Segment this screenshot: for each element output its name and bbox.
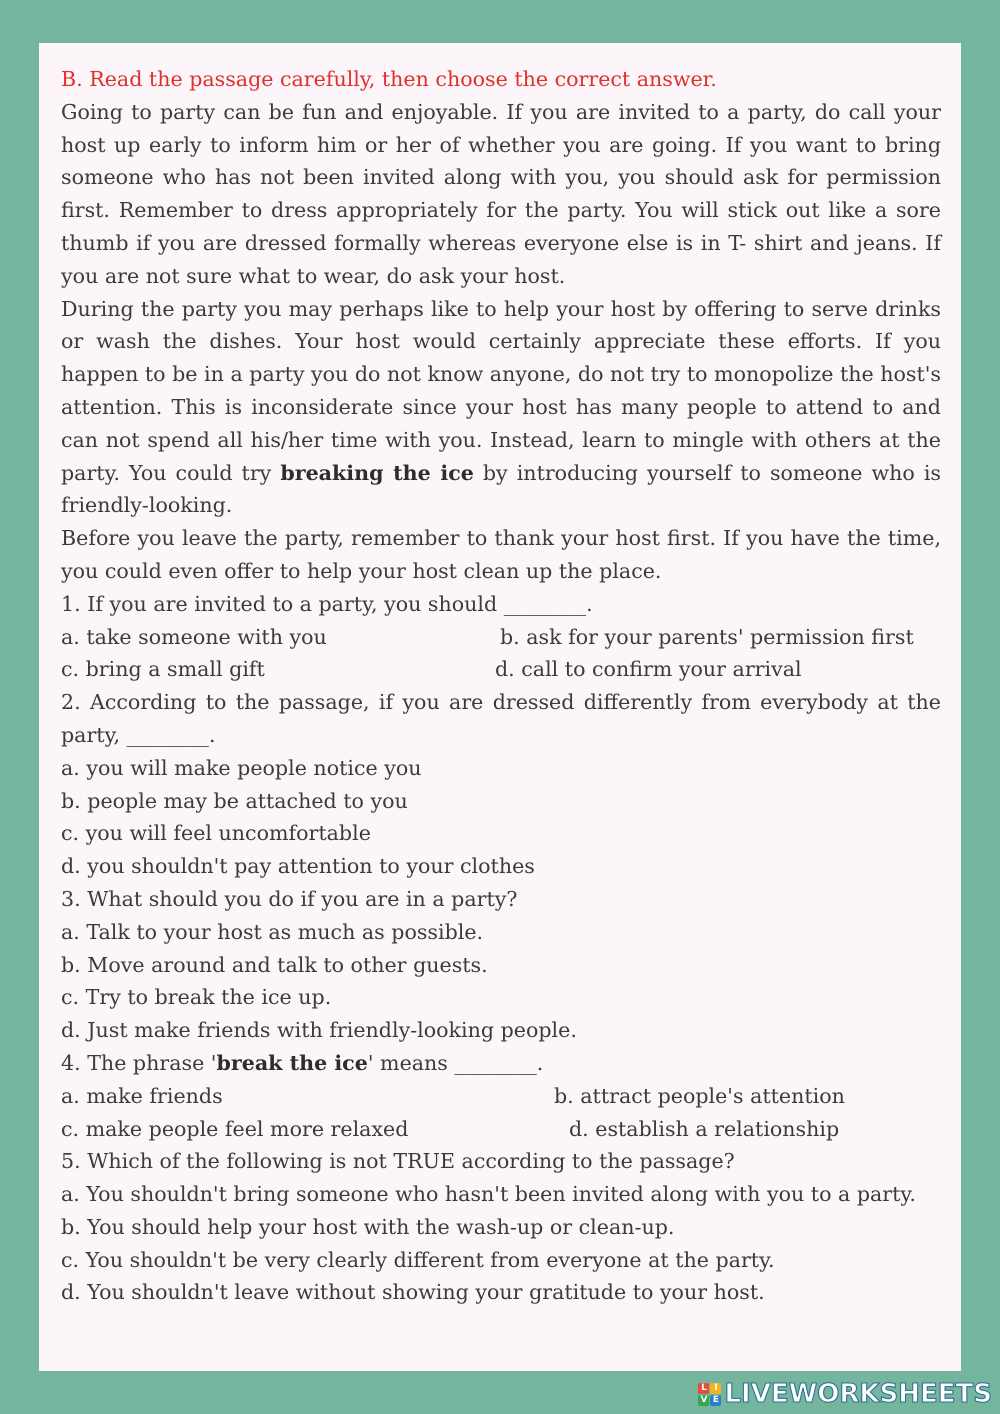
question-1-options-row-2 bbox=[61, 653, 941, 686]
question-5-stem: 5. Which of the following is not TRUE according to the passage? bbox=[61, 1149, 735, 1174]
passage-paragraph-2 bbox=[61, 293, 941, 523]
question-1-stem: 1. If you are invited to a party, you should ________. bbox=[61, 591, 593, 616]
passage-paragraph-3: Before you leave the party, remember to thank your host first. If you have the time, you could even offer to help your host clean up the place. bbox=[61, 526, 941, 583]
question-2-option-b[interactable]: b. people may be attached to you bbox=[61, 788, 408, 813]
question-3-option-b[interactable]: b. Move around and talk to other guests. bbox=[61, 952, 488, 977]
question-2-option-c[interactable]: c. you will feel uncomfortable bbox=[61, 821, 371, 846]
question-5-option-b[interactable]: b. You should help your host with the wash-up or clean-up. bbox=[61, 1214, 675, 1239]
question-4-stem-text: 4. The phrase ' bbox=[61, 1050, 217, 1075]
question-4-stem bbox=[61, 1047, 941, 1080]
liveworksheets-logo-icon bbox=[698, 1383, 721, 1406]
logo-letter-i: I bbox=[710, 1383, 721, 1394]
question-4-option-c[interactable]: c. make people feel more relaxed bbox=[61, 1116, 409, 1141]
liveworksheets-logo bbox=[698, 1377, 992, 1411]
liveworksheets-logo-text: LIVEWORKSHEETS bbox=[724, 1379, 992, 1409]
question-4-options-row-2 bbox=[61, 1113, 941, 1146]
question-3-option-a[interactable]: a. Talk to your host as much as possible. bbox=[61, 919, 484, 944]
question-2-option-d[interactable]: d. you shouldn't pay attention to your clothes bbox=[61, 854, 535, 879]
passage-text: by introducing yourself to someone who is friendly-looking. bbox=[61, 460, 941, 518]
question-1-option-c[interactable]: c. bring a small gift bbox=[61, 657, 265, 682]
question-4-bold-phrase: break the ice bbox=[216, 1050, 368, 1075]
bold-phrase: breaking the ice bbox=[280, 460, 474, 485]
question-2-option-a[interactable]: a. you will make people notice you bbox=[61, 755, 422, 780]
worksheet-page bbox=[39, 43, 961, 1371]
question-3-option-d[interactable]: d. Just make friends with friendly-looking people. bbox=[61, 1018, 577, 1043]
logo-letter-v: V bbox=[698, 1395, 709, 1406]
question-4-option-a[interactable]: a. make friends bbox=[61, 1083, 223, 1108]
question-1-option-b[interactable]: b. ask for your parents' permission first bbox=[500, 624, 914, 649]
question-4-stem-text: ' means ________. bbox=[367, 1050, 544, 1075]
logo-letter-l: L bbox=[698, 1383, 709, 1394]
question-2-stem: 2. According to the passage, if you are dressed differently from everybody at the party, ________. bbox=[61, 690, 941, 747]
passage-text: During the party you may perhaps like to help your host by offering to serve drinks or wash the dishes. Your host would certainly appreciate these efforts. If you happen to be in a party you do not know anyone, do not try to monopolize the host's attention. This is inconsiderate since your host has many people to attend to and can not spend all his/her time with you. Instead, learn to mingle with others at the party. You could try bbox=[61, 296, 941, 485]
question-4-option-d[interactable]: d. establish a relationship bbox=[569, 1116, 840, 1141]
question-3-option-c[interactable]: c. Try to break the ice up. bbox=[61, 985, 332, 1010]
question-1-option-a[interactable]: a. take someone with you bbox=[61, 624, 327, 649]
question-5-option-a[interactable]: a. You shouldn't bring someone who hasn't been invited along with you to a party. bbox=[61, 1182, 916, 1207]
question-3-stem: 3. What should you do if you are in a party? bbox=[61, 886, 518, 911]
logo-letter-e: E bbox=[710, 1395, 721, 1406]
question-4-option-b[interactable]: b. attract people's attention bbox=[554, 1083, 845, 1108]
question-5-option-d[interactable]: d. You shouldn't leave without showing your gratitude to your host. bbox=[61, 1280, 765, 1305]
passage-paragraph-1: Going to party can be fun and enjoyable. If you are invited to a party, do call your host up early to inform him or her of whether you are going. If you want to bring someone who has not been invited along with you, you should ask for permission first. Remember to dress appropriately for the party. You will stick out like a sore thumb if you are dressed formally whereas everyone else is in T- shirt and jeans. If you are not sure what to wear, do ask your host. bbox=[61, 99, 941, 288]
question-4-options-row-1 bbox=[61, 1080, 941, 1113]
instruction-heading: B. Read the passage carefully, then choose the correct answer. bbox=[61, 67, 717, 91]
question-1-option-d[interactable]: d. call to confirm your arrival bbox=[495, 657, 802, 682]
question-5-option-c[interactable]: c. You shouldn't be very clearly different from everyone at the party. bbox=[61, 1247, 775, 1272]
question-1-options-row-1 bbox=[61, 621, 941, 654]
